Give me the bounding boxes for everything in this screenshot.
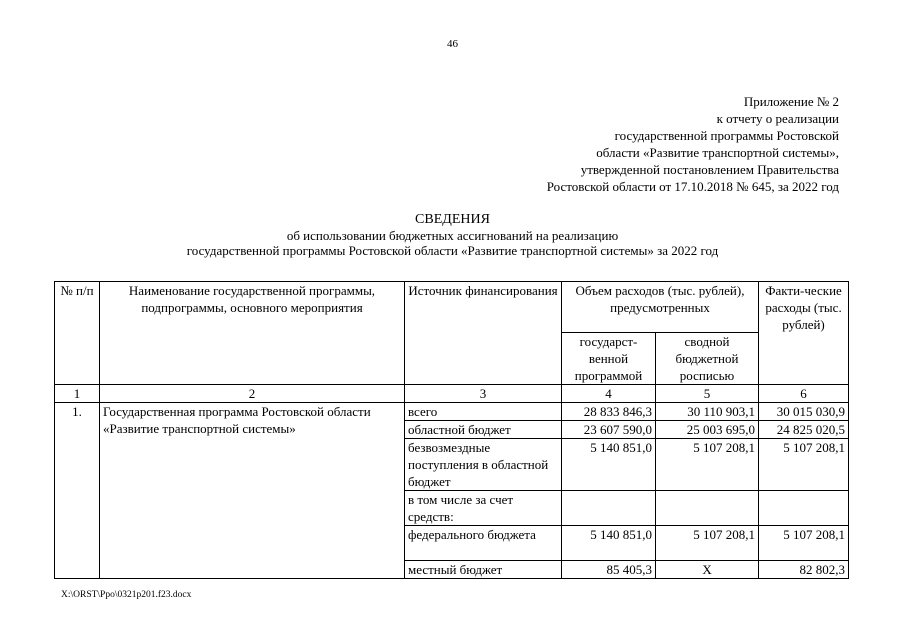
table-row [55, 403, 849, 421]
column-index: 6 [759, 385, 849, 403]
column-index-row [55, 385, 849, 403]
actual-amount: 5 107 208,1 [759, 526, 849, 561]
actual-amount: 5 107 208,1 [759, 439, 849, 491]
appendix-note [500, 93, 839, 195]
appendix-line: государственной программы Ростовской [614, 128, 839, 143]
appendix-line: Ростовской области от 17.10.2018 № 645, за 2022 год [546, 179, 839, 194]
column-index: 5 [656, 385, 759, 403]
page-number: 46 [447, 38, 458, 50]
funding-source: всего [405, 403, 562, 421]
header-by-program: государст-венной программой [562, 333, 656, 385]
column-index: 3 [405, 385, 562, 403]
budget-amount: 30 110 903,1 [656, 403, 759, 421]
actual-amount [759, 491, 849, 526]
actual-amount: 24 825 020,5 [759, 421, 849, 439]
appendix-line: области «Развитие транспортной системы», [596, 145, 839, 160]
header-num: № п/п [55, 282, 100, 385]
actual-amount: 82 802,3 [759, 561, 849, 579]
program-amount: 5 140 851,0 [562, 526, 656, 561]
column-index: 1 [55, 385, 100, 403]
budget-amount: 25 003 695,0 [656, 421, 759, 439]
budget-amount: 5 107 208,1 [656, 439, 759, 491]
funding-source: областной бюджет [405, 421, 562, 439]
program-number: 1. [55, 403, 100, 579]
column-index: 4 [562, 385, 656, 403]
column-index: 2 [100, 385, 405, 403]
budget-amount [656, 491, 759, 526]
header-source: Источник финансирования [405, 282, 562, 385]
appendix-line: к отчету о реализации [716, 111, 839, 126]
appendix-line: Приложение № 2 [743, 94, 839, 109]
header-by-budget: сводной бюджетной росписью [656, 333, 759, 385]
file-path-footer: X:\ORST\Ppo\0321p201.f23.docx [61, 590, 192, 600]
document-title: СВЕДЕНИЯ [415, 212, 490, 227]
header-planned: Объем расходов (тыс. рублей), предусмотренных [562, 282, 759, 333]
funding-source: в том числе за счет средств: [405, 491, 562, 526]
program-amount: 28 833 846,3 [562, 403, 656, 421]
document-subtitle-line: государственной программы Ростовской области «Развитие транспортной системы» за 2022 год [186, 243, 719, 258]
program-amount: 85 405,3 [562, 561, 656, 579]
program-amount [562, 491, 656, 526]
funding-source: безвозмездные поступления в областной бюджет [405, 439, 562, 491]
budget-table [54, 281, 849, 579]
document-heading [0, 212, 905, 259]
actual-amount: 30 015 030,9 [759, 403, 849, 421]
appendix-line: утвержденной постановлением Правительства [580, 162, 839, 177]
program-amount: 23 607 590,0 [562, 421, 656, 439]
funding-source: федерального бюджета [405, 526, 562, 561]
header-actual: Факти-ческие расходы (тыс. рублей) [759, 282, 849, 385]
document-subtitle-line: об использовании бюджетных ассигнований на реализацию [286, 227, 619, 243]
program-name: Государственная программа Ростовской области «Развитие транспортной системы» [100, 403, 405, 579]
budget-amount: 5 107 208,1 [656, 526, 759, 561]
program-amount: 5 140 851,0 [562, 439, 656, 491]
budget-amount: Х [656, 561, 759, 579]
table-header-row [55, 282, 849, 333]
funding-source: местный бюджет [405, 561, 562, 579]
header-name: Наименование государственной программы, подпрограммы, основного мероприятия [100, 282, 405, 385]
